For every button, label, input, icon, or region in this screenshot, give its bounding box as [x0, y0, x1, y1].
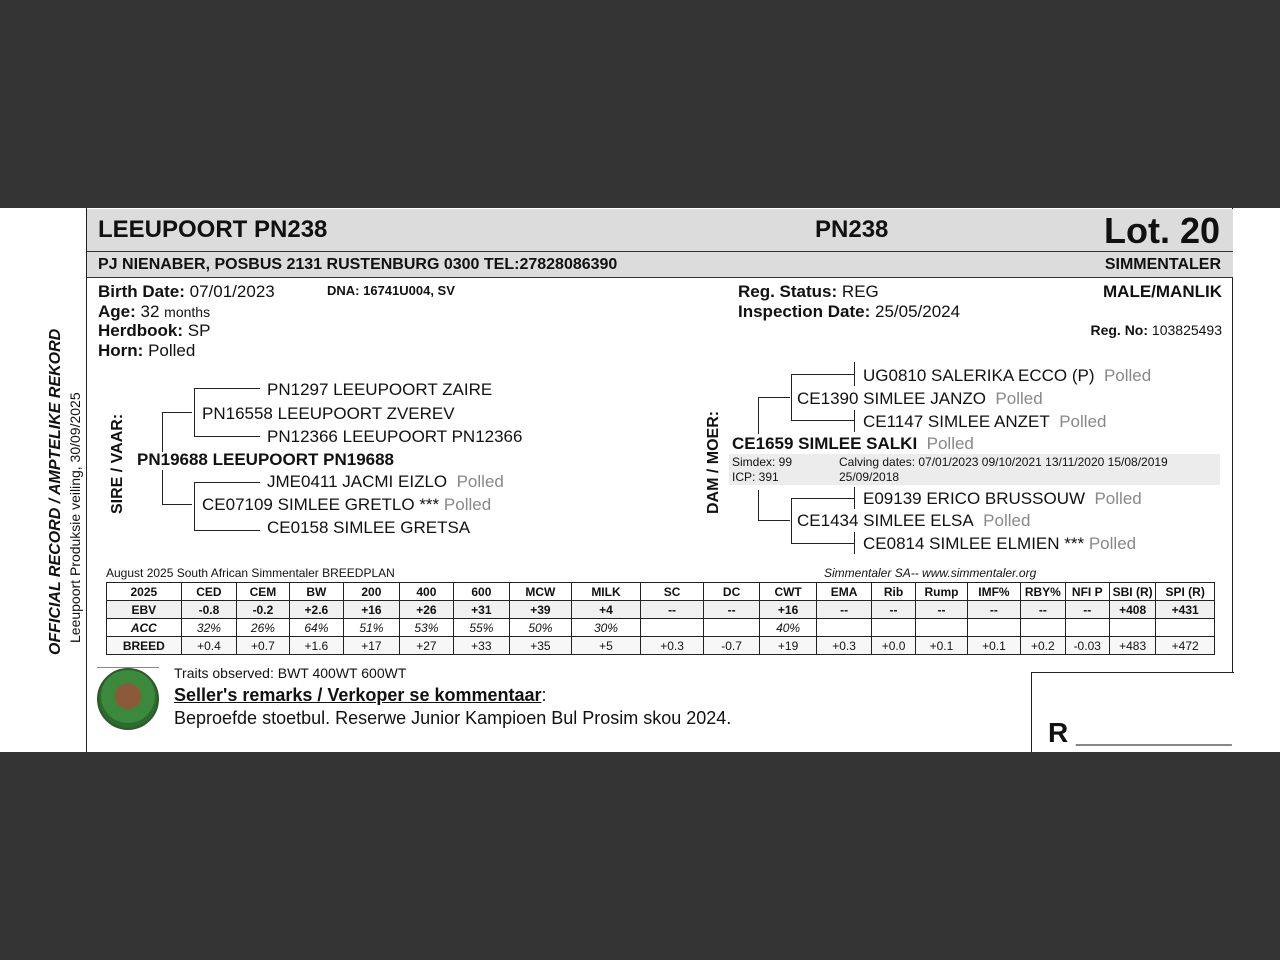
- table-cell: 32%: [181, 619, 237, 637]
- table-cell: +26: [399, 601, 453, 619]
- sire-tree-line: [162, 504, 192, 505]
- sire-sire-dam: PN12366 LEEUPOORT PN12366: [267, 427, 523, 446]
- table-row-ebv: [107, 601, 1215, 619]
- table-cell: CED: [181, 583, 237, 601]
- table-cell: --: [1021, 601, 1065, 619]
- table-cell: 200: [344, 583, 400, 601]
- sire-label: SIRE / VAAR:: [109, 413, 126, 514]
- table-cell: --: [967, 601, 1020, 619]
- table-cell: +16: [344, 601, 400, 619]
- table-cell: [1021, 619, 1065, 637]
- official-record-label: OFFICIAL RECORD / AMPTELIKE REKORD: [47, 328, 64, 655]
- breed-name: SIMMENTALER: [1104, 256, 1221, 273]
- remarks-text: Beproefde stoetbul. Reserwe Junior Kampioen Bul Prosim skou 2024.: [174, 708, 732, 728]
- inspection-date: Inspection Date: 25/05/2024: [738, 302, 961, 321]
- table-cell: BREED: [107, 637, 182, 655]
- calving-dates-cont: 25/09/2018: [839, 470, 900, 484]
- dam-tree-line: [791, 498, 855, 499]
- table-cell: +17: [344, 637, 400, 655]
- table-cell: +472: [1156, 637, 1215, 655]
- dam-sire: CE1390 SIMLEE JANZO Polled: [797, 389, 1043, 408]
- owner-info: PJ NIENABER, POSBUS 2131 RUSTENBURG 0300 TEL:27828086390: [98, 256, 618, 273]
- table-cell: Rump: [916, 583, 967, 601]
- table-cell: SBI (R): [1109, 583, 1155, 601]
- table-cell: SPI (R): [1156, 583, 1215, 601]
- dam-sire-sire: UG0810 SALERIKA ECCO (P) Polled: [863, 366, 1152, 385]
- sire-sire: PN16558 LEEUPOORT ZVEREV: [202, 404, 455, 423]
- dam-tree-line: [758, 490, 759, 521]
- dam-dam: CE1434 SIMLEE ELSA Polled: [797, 511, 1031, 530]
- table-cell: +408: [1109, 601, 1155, 619]
- sex: MALE/MANLIK: [1103, 282, 1222, 301]
- dam-tree-line: [791, 498, 792, 544]
- price-label: R __________: [1048, 717, 1232, 748]
- reg-status: Reg. Status: REG: [738, 282, 879, 301]
- dam-dam-dam: CE0814 SIMLEE ELMIEN *** Polled: [863, 534, 1137, 553]
- dna-info: DNA: 16741U004, SV: [327, 283, 455, 298]
- breedplan-website: Simmentaler SA-- www.simmentaler.org: [824, 566, 1037, 580]
- table-cell: [704, 619, 760, 637]
- sire-tree-line: [162, 412, 192, 413]
- table-cell: [967, 619, 1020, 637]
- table-cell: --: [640, 601, 704, 619]
- table-cell: +0.4: [181, 637, 237, 655]
- table-header-row: [107, 583, 1215, 601]
- herdbook: Herdbook: SP: [98, 321, 211, 340]
- traits-observed: Traits observed: BWT 400WT 600WT: [174, 665, 407, 681]
- table-cell: +31: [454, 601, 510, 619]
- sire-dam: CE07109 SIMLEE GRETLO *** Polled: [202, 495, 492, 514]
- animal-id: PN238: [815, 216, 889, 243]
- table-cell: DC: [704, 583, 760, 601]
- auction-label: Leeupoort Produksie veiling, 30/09/2025: [67, 392, 83, 643]
- table-cell: 600: [454, 583, 510, 601]
- table-cell: 50%: [509, 619, 572, 637]
- simdex: Simdex: 99: [732, 455, 793, 469]
- table-cell: 40%: [759, 619, 817, 637]
- reg-number: Reg. No: 103825493: [1090, 322, 1222, 338]
- dam-tree-line: [854, 532, 855, 554]
- dam-tree-line: [791, 374, 855, 375]
- table-cell: [1156, 619, 1215, 637]
- table-cell: 55%: [454, 619, 510, 637]
- breedplan-table: [106, 582, 1215, 655]
- dam-dam-sire: E09139 ERICO BRUSSOUW Polled: [863, 489, 1142, 508]
- table-cell: [817, 619, 871, 637]
- sire-tree-line: [194, 482, 195, 531]
- table-cell: +4: [572, 601, 641, 619]
- table-cell: IMF%: [967, 583, 1020, 601]
- dam-sire-dam: CE1147 SIMLEE ANZET Polled: [863, 412, 1107, 431]
- sire-tree-line: [194, 388, 195, 437]
- table-cell: NFI P: [1065, 583, 1109, 601]
- dam-tree-line: [758, 520, 790, 521]
- dam-name: CE1659 SIMLEE SALKI Polled: [732, 434, 974, 453]
- table-cell: -0.2: [237, 601, 289, 619]
- animal-name: LEEUPOORT PN238: [98, 216, 328, 243]
- table-cell: MCW: [509, 583, 572, 601]
- table-cell: +0.3: [817, 637, 871, 655]
- table-cell: 400: [399, 583, 453, 601]
- table-cell: +0.2: [1021, 637, 1065, 655]
- dam-tree-line: [854, 410, 855, 432]
- table-cell: +5: [572, 637, 641, 655]
- dam-label: DAM / MOER:: [705, 410, 722, 514]
- sire-sire-sire: PN1297 LEEUPOORT ZAIRE: [267, 380, 493, 399]
- table-cell: +483: [1109, 637, 1155, 655]
- table-cell: -0.7: [704, 637, 760, 655]
- table-cell: +0.3: [640, 637, 704, 655]
- table-cell: --: [916, 601, 967, 619]
- table-cell: CEM: [237, 583, 289, 601]
- table-cell: +0.1: [916, 637, 967, 655]
- simmentaler-logo-icon: [97, 668, 159, 730]
- table-cell: RBY%: [1021, 583, 1065, 601]
- table-cell: +27: [399, 637, 453, 655]
- table-cell: +0.0: [871, 637, 915, 655]
- sire-tree-line: [194, 388, 260, 389]
- table-cell: +33: [454, 637, 510, 655]
- sire-dam-dam: CE0158 SIMLEE GRETSA: [267, 518, 471, 537]
- table-cell: -0.03: [1065, 637, 1109, 655]
- table-cell: --: [1065, 601, 1109, 619]
- table-cell: Rib: [871, 583, 915, 601]
- age: Age: 32 months: [98, 302, 211, 321]
- breedplan-caption: August 2025 South African Simmentaler BREEDPLAN: [106, 566, 395, 580]
- table-cell: 2025: [107, 583, 182, 601]
- table-cell: +39: [509, 601, 572, 619]
- birth-date: Birth Date: 07/01/2023: [98, 282, 275, 301]
- table-cell: MILK: [572, 583, 641, 601]
- dam-tree-line: [854, 362, 855, 386]
- table-cell: 53%: [399, 619, 453, 637]
- lot-number: Lot. 20: [1104, 210, 1221, 251]
- table-cell: EMA: [817, 583, 871, 601]
- dam-tree-line: [758, 397, 759, 434]
- sire-tree-line: [194, 530, 260, 531]
- table-cell: CWT: [759, 583, 817, 601]
- table-cell: --: [817, 601, 871, 619]
- table-cell: +19: [759, 637, 817, 655]
- table-cell: 30%: [572, 619, 641, 637]
- table-cell: +0.7: [237, 637, 289, 655]
- table-cell: --: [871, 601, 915, 619]
- table-cell: +1.6: [289, 637, 343, 655]
- dam-tree-line: [854, 487, 855, 509]
- table-cell: 64%: [289, 619, 343, 637]
- table-cell: [1109, 619, 1155, 637]
- sire-tree-line: [194, 482, 260, 483]
- table-cell: +431: [1156, 601, 1215, 619]
- table-cell: 51%: [344, 619, 400, 637]
- table-cell: +16: [759, 601, 817, 619]
- table-cell: BW: [289, 583, 343, 601]
- dam-tree-line: [791, 374, 792, 421]
- dam-tree-line: [758, 397, 790, 398]
- horn: Horn: Polled: [98, 341, 196, 360]
- table-cell: ACC: [107, 619, 182, 637]
- table-row-breed: [107, 637, 1215, 655]
- table-cell: [640, 619, 704, 637]
- table-cell: EBV: [107, 601, 182, 619]
- sire-name: PN19688 LEEUPOORT PN19688: [137, 450, 395, 469]
- dam-tree-line: [791, 543, 855, 544]
- table-cell: --: [704, 601, 760, 619]
- table-cell: +35: [509, 637, 572, 655]
- table-cell: 26%: [237, 619, 289, 637]
- table-cell: [871, 619, 915, 637]
- table-cell: SC: [640, 583, 704, 601]
- table-cell: [916, 619, 967, 637]
- calving-dates: Calving dates: 07/01/2023 09/10/2021 13/11/2020 15/08/2019: [839, 455, 1168, 469]
- remarks-title: Seller's remarks / Verkoper se kommentaar:: [174, 685, 547, 705]
- sire-dam-sire: JME0411 JACMI EIZLO Polled: [267, 472, 504, 491]
- table-cell: +0.1: [967, 637, 1020, 655]
- sire-tree-line: [194, 436, 260, 437]
- table-cell: +2.6: [289, 601, 343, 619]
- table-cell: [1065, 619, 1109, 637]
- icp: ICP: 391: [732, 470, 779, 484]
- sire-tree-line: [162, 470, 163, 504]
- sire-tree-line: [162, 412, 163, 452]
- dam-tree-line: [791, 420, 855, 421]
- table-cell: -0.8: [181, 601, 237, 619]
- table-row-acc: [107, 619, 1215, 637]
